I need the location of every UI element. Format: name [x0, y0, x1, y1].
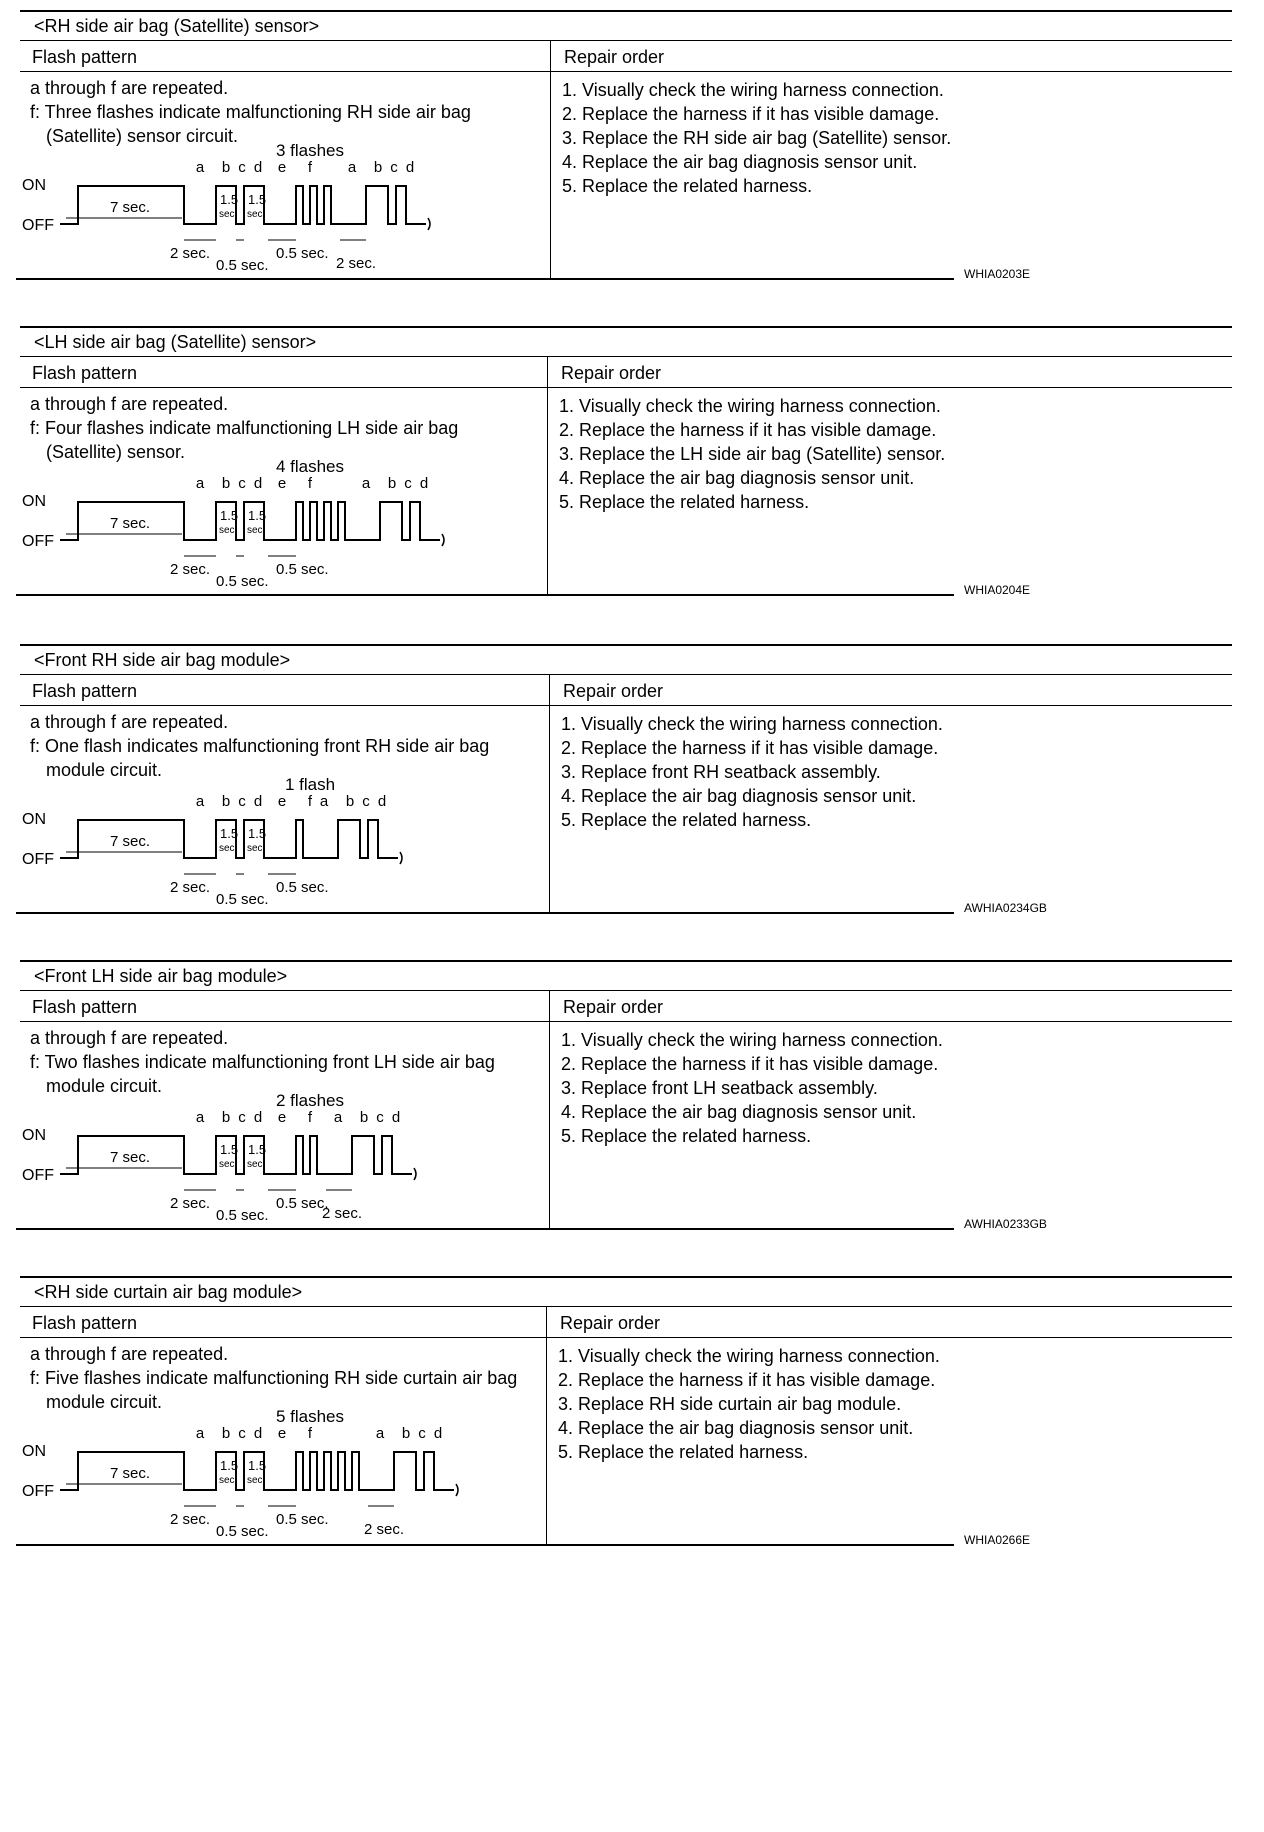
phase-letter: e — [277, 1425, 287, 1442]
phase-letter: a — [195, 1109, 205, 1126]
column-divider — [549, 674, 550, 912]
phase-letter: d — [253, 475, 263, 492]
duration-label: 0.5 sec. — [216, 891, 269, 908]
phase-letter: d — [253, 793, 263, 810]
duration-label: 0.5 sec. — [216, 257, 269, 274]
duration-label: 2 sec. — [336, 255, 377, 272]
repair-order-header: Repair order — [563, 997, 664, 1017]
flash-pattern-header: Flash pattern — [32, 363, 138, 383]
repair-step: 2. Replace the harness if it has visible damage. — [562, 104, 940, 124]
off-label: OFF — [22, 217, 54, 234]
repair-step: 3. Replace front LH seatback assembly. — [561, 1078, 878, 1098]
flash-waveform-svg — [20, 772, 520, 912]
duration-label: 2 sec. — [322, 1205, 363, 1222]
repair-step: 2. Replace the harness if it has visible damage. — [558, 1370, 936, 1390]
flash-count-label: 2 flashes — [275, 1091, 345, 1110]
air-bag-section — [20, 1276, 1232, 1566]
repair-step: 5. Replace the related harness. — [561, 1126, 812, 1146]
one-five-label: 1.5 — [248, 1458, 267, 1473]
duration-label: 2 sec. — [170, 879, 211, 896]
phase-letter: a — [319, 793, 329, 810]
one-five-label: 1.5 — [220, 1458, 239, 1473]
duration-label: 0.5 sec. — [276, 1511, 329, 1528]
description-line: a through f are repeated. — [30, 394, 229, 414]
flash-count-label: 3 flashes — [275, 141, 345, 160]
break-mark — [456, 1484, 458, 1496]
description-note: f: Five flashes indicate malfunctioning RH side curtain air bag — [30, 1368, 518, 1388]
one-five-label: 1.5 — [220, 192, 239, 207]
flash-count-label: 1 flash — [284, 775, 336, 794]
description-line: a through f are repeated. — [30, 78, 229, 98]
header-bottom-rule — [20, 705, 1232, 706]
column-divider — [549, 990, 550, 1228]
phase-letter: b — [221, 793, 231, 810]
phase-letter: f — [307, 475, 313, 492]
header-bottom-rule — [20, 1337, 1232, 1338]
description-note: f: Four flashes indicate malfunctioning LH side air bag — [30, 418, 459, 438]
off-label: OFF — [22, 851, 54, 868]
section-top-rule — [20, 644, 1232, 646]
flash-pattern-header: Flash pattern — [32, 47, 138, 67]
phase-letter: b — [359, 1109, 369, 1126]
repair-order-list — [561, 1028, 943, 1148]
flash-pattern-header: Flash pattern — [32, 1313, 138, 1333]
air-bag-section — [20, 644, 1232, 934]
break-mark — [442, 534, 444, 546]
phase-letter: a — [361, 475, 371, 492]
one-five-label: 1.5 — [248, 508, 267, 523]
one-five-label: 1.5 — [220, 1142, 239, 1157]
repair-step: 5. Replace the related harness. — [559, 492, 810, 512]
phase-letter: e — [277, 159, 287, 176]
break-mark — [400, 852, 402, 864]
sec-small-label: sec. — [247, 209, 266, 220]
flash-pattern-header: Flash pattern — [32, 681, 138, 701]
repair-order-list — [559, 394, 945, 514]
phase-letter: a — [195, 793, 205, 810]
description-note: module circuit. — [46, 1076, 163, 1096]
flash-pattern-diagram — [20, 1404, 520, 1549]
phase-letter: d — [419, 475, 429, 492]
repair-step: 4. Replace the air bag diagnosis sensor unit. — [559, 468, 915, 488]
duration-label: 0.5 sec. — [276, 879, 329, 896]
on-label: ON — [22, 177, 46, 194]
repair-order-header: Repair order — [560, 1313, 661, 1333]
description-note: f: Two flashes indicate malfunctioning front LH side air bag — [30, 1052, 495, 1072]
repair-step: 1. Visually check the wiring harness connection. — [558, 1346, 940, 1366]
phase-letter: c — [238, 793, 246, 810]
repair-step: 3. Replace RH side curtain air bag module. — [558, 1394, 902, 1414]
section-title: <RH side curtain air bag module> — [34, 1282, 303, 1302]
section-top-rule — [20, 1276, 1232, 1278]
repair-order-header: Repair order — [563, 681, 664, 701]
phase-letter: d — [253, 1425, 263, 1442]
sec-small-label: sec. — [219, 1159, 238, 1170]
phase-letter: e — [277, 475, 287, 492]
repair-step: 3. Replace the RH side air bag (Satellite) sensor. — [562, 128, 952, 148]
one-five-label: 1.5 — [220, 508, 239, 523]
header-bottom-rule — [20, 387, 1232, 388]
sec-small-label: sec. — [219, 525, 238, 536]
description-note: (Satellite) sensor. — [46, 442, 186, 462]
repair-step: 2. Replace the harness if it has visible damage. — [561, 738, 939, 758]
sec-small-label: sec. — [219, 1475, 238, 1486]
section-title: <Front LH side air bag module> — [34, 966, 288, 986]
flash-waveform-svg — [20, 138, 520, 278]
phase-letter: f — [307, 1109, 313, 1126]
duration-label: 0.5 sec. — [216, 573, 269, 590]
on-label: ON — [22, 1127, 46, 1144]
repair-order-list — [561, 712, 943, 832]
description-note: module circuit. — [46, 1392, 163, 1412]
repair-order-header: Repair order — [561, 363, 662, 383]
off-label: OFF — [22, 1167, 54, 1184]
off-label: OFF — [22, 1483, 54, 1500]
section-top-rule — [20, 326, 1232, 328]
phase-letter: b — [221, 475, 231, 492]
repair-step: 3. Replace front RH seatback assembly. — [561, 762, 881, 782]
header-top-rule — [20, 990, 1232, 991]
header-top-rule — [20, 1306, 1232, 1307]
phase-letter: d — [253, 159, 263, 176]
phase-letter: a — [347, 159, 357, 176]
phase-letter: b — [387, 475, 397, 492]
phase-letter: a — [333, 1109, 343, 1126]
phase-letter: b — [221, 1425, 231, 1442]
repair-step: 1. Visually check the wiring harness connection. — [559, 396, 941, 416]
sec-small-label: sec. — [247, 525, 266, 536]
flash-pattern-diagram — [20, 138, 520, 283]
phase-letter: b — [401, 1425, 411, 1442]
off-label: OFF — [22, 533, 54, 550]
flash-pattern-diagram — [20, 772, 520, 917]
figure-id: WHIA0266E — [964, 1533, 1031, 1547]
header-top-rule — [20, 40, 1232, 41]
repair-order-list — [558, 1344, 940, 1464]
column-divider — [547, 356, 548, 594]
phase-letter: e — [277, 1109, 287, 1126]
flash-pattern-header: Flash pattern — [32, 997, 138, 1017]
repair-step: 5. Replace the related harness. — [561, 810, 812, 830]
sec-small-label: sec. — [247, 1159, 266, 1170]
phase-letter: c — [238, 1109, 246, 1126]
break-mark — [414, 1168, 416, 1180]
phase-letter: d — [391, 1109, 401, 1126]
description-note: f: One flash indicates malfunctioning front RH side air bag — [30, 736, 490, 756]
figure-id: AWHIA0234GB — [964, 901, 1047, 915]
section-title: <Front RH side air bag module> — [34, 650, 291, 670]
phase-letter: b — [373, 159, 383, 176]
flash-count-label: 5 flashes — [275, 1407, 345, 1426]
figure-id: WHIA0203E — [964, 267, 1031, 281]
phase-letter: c — [238, 475, 246, 492]
repair-step: 1. Visually check the wiring harness connection. — [561, 714, 943, 734]
one-five-label: 1.5 — [248, 826, 267, 841]
on-label: ON — [22, 1443, 46, 1460]
section-top-rule — [20, 960, 1232, 962]
phase-letter: d — [433, 1425, 443, 1442]
repair-step: 5. Replace the related harness. — [562, 176, 813, 196]
description-line: a through f are repeated. — [30, 712, 229, 732]
phase-letter: a — [195, 1425, 205, 1442]
repair-step: 2. Replace the harness if it has visible damage. — [561, 1054, 939, 1074]
repair-step: 5. Replace the related harness. — [558, 1442, 809, 1462]
phase-letter: c — [404, 475, 412, 492]
phase-letter: f — [307, 159, 313, 176]
section-top-rule — [20, 10, 1232, 12]
flash-waveform-svg — [20, 454, 520, 594]
phase-letter: a — [195, 159, 205, 176]
sec-small-label: sec. — [247, 843, 266, 854]
air-bag-section — [20, 10, 1232, 300]
seven-sec-label: 7 sec. — [109, 833, 151, 850]
sec-small-label: sec. — [219, 209, 238, 220]
phase-letter: d — [253, 1109, 263, 1126]
one-five-label: 1.5 — [248, 1142, 267, 1157]
phase-letter: b — [221, 1109, 231, 1126]
repair-order-list — [562, 78, 951, 198]
header-top-rule — [20, 674, 1232, 675]
repair-step: 3. Replace the LH side air bag (Satellite) sensor. — [559, 444, 946, 464]
seven-sec-label: 7 sec. — [109, 1149, 151, 1166]
description-line: a through f are repeated. — [30, 1028, 229, 1048]
on-label: ON — [22, 811, 46, 828]
header-bottom-rule — [20, 71, 1232, 72]
phase-letter: e — [277, 793, 287, 810]
one-five-label: 1.5 — [248, 192, 267, 207]
header-bottom-rule — [20, 1021, 1232, 1022]
flash-pattern-diagram — [20, 454, 520, 599]
phase-letter: f — [307, 793, 313, 810]
section-title: <LH side air bag (Satellite) sensor> — [34, 332, 317, 352]
phase-letter: c — [238, 1425, 246, 1442]
phase-letter: b — [345, 793, 355, 810]
figure-id: WHIA0204E — [964, 583, 1031, 597]
phase-letter: c — [390, 159, 398, 176]
duration-label: 0.5 sec. — [276, 245, 329, 262]
phase-letter: c — [376, 1109, 384, 1126]
duration-label: 2 sec. — [170, 1511, 211, 1528]
phase-letter: c — [362, 793, 370, 810]
description-note: (Satellite) sensor circuit. — [46, 126, 239, 146]
repair-step: 4. Replace the air bag diagnosis sensor unit. — [562, 152, 918, 172]
description-line: a through f are repeated. — [30, 1344, 229, 1364]
phase-letter: a — [375, 1425, 385, 1442]
repair-step: 1. Visually check the wiring harness connection. — [562, 80, 944, 100]
phase-letter: a — [195, 475, 205, 492]
duration-label: 2 sec. — [364, 1521, 405, 1538]
seven-sec-label: 7 sec. — [109, 199, 151, 216]
phase-letter: f — [307, 1425, 313, 1442]
repair-step: 1. Visually check the wiring harness connection. — [561, 1030, 943, 1050]
flash-count-label: 4 flashes — [275, 457, 345, 476]
duration-label: 0.5 sec. — [216, 1207, 269, 1224]
air-bag-section — [20, 960, 1232, 1250]
flash-waveform-svg — [20, 1088, 520, 1228]
repair-step: 4. Replace the air bag diagnosis sensor unit. — [558, 1418, 914, 1438]
duration-label: 2 sec. — [170, 1195, 211, 1212]
repair-order-header: Repair order — [564, 47, 665, 67]
sec-small-label: sec. — [219, 843, 238, 854]
duration-label: 0.5 sec. — [276, 1195, 329, 1212]
flash-pattern-diagram — [20, 1088, 520, 1233]
flash-waveform-svg — [20, 1404, 520, 1544]
column-divider — [546, 1306, 547, 1544]
seven-sec-label: 7 sec. — [109, 515, 151, 532]
one-five-label: 1.5 — [220, 826, 239, 841]
repair-step: 2. Replace the harness if it has visible damage. — [559, 420, 937, 440]
repair-step: 4. Replace the air bag diagnosis sensor unit. — [561, 1102, 917, 1122]
seven-sec-label: 7 sec. — [109, 1465, 151, 1482]
section-title: <RH side air bag (Satellite) sensor> — [34, 16, 320, 36]
phase-letter: c — [418, 1425, 426, 1442]
repair-step: 4. Replace the air bag diagnosis sensor unit. — [561, 786, 917, 806]
duration-label: 0.5 sec. — [276, 561, 329, 578]
figure-id: AWHIA0233GB — [964, 1217, 1047, 1231]
sec-small-label: sec. — [247, 1475, 266, 1486]
duration-label: 2 sec. — [170, 561, 211, 578]
break-mark — [428, 218, 430, 230]
phase-letter: d — [377, 793, 387, 810]
duration-label: 0.5 sec. — [216, 1523, 269, 1540]
phase-letter: d — [405, 159, 415, 176]
phase-letter: c — [238, 159, 246, 176]
on-label: ON — [22, 493, 46, 510]
header-top-rule — [20, 356, 1232, 357]
description-note: module circuit. — [46, 760, 163, 780]
duration-label: 2 sec. — [170, 245, 211, 262]
description-note: f: Three flashes indicate malfunctioning RH side air bag — [30, 102, 471, 122]
air-bag-section — [20, 326, 1232, 616]
phase-letter: b — [221, 159, 231, 176]
column-divider — [550, 40, 551, 278]
